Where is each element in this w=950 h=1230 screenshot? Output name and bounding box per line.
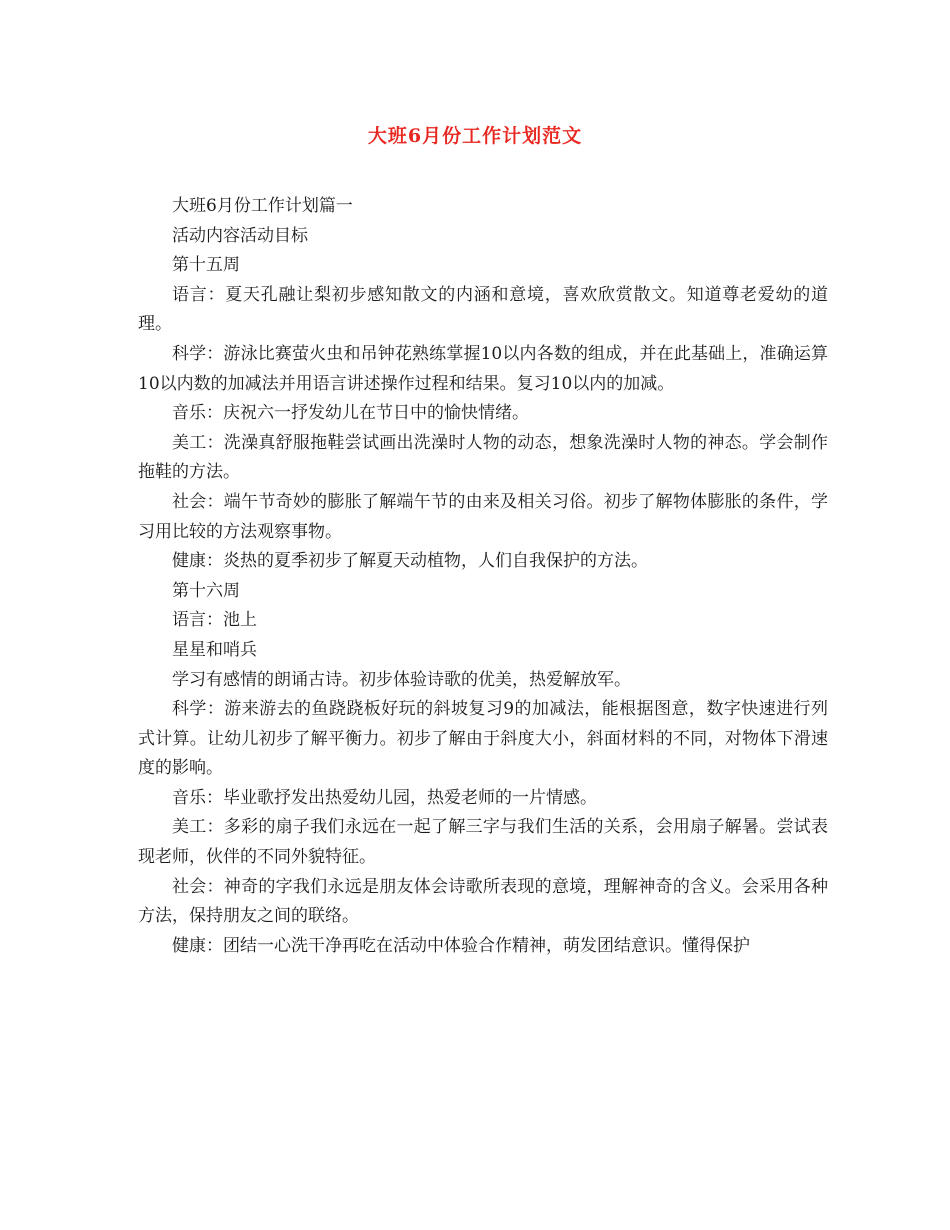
paragraph-society: 社会：端午节奇妙的膨胀了解端午节的由来及相关习俗。初步了解物体膨胀的条件，学习用比较的方法观察事物。	[138, 491, 828, 542]
paragraph-line: 学习有感情的朗诵古诗。初步体验诗歌的优美，热爱解放军。	[172, 669, 631, 690]
week-heading: 第十六周	[172, 580, 240, 601]
paragraph-language: 语言：池上	[172, 610, 257, 631]
paragraph-science: 科学：游泳比赛萤火虫和吊钟花熟练掌握10以内各数的组成，并在此基础上，准确运算10以内数的加减法并用语言讲述操作过程和结果。复习10以内的加减。	[138, 343, 828, 394]
paragraph-line: 星星和哨兵	[172, 639, 257, 660]
week-heading: 第十五周	[172, 255, 240, 276]
paragraph-music: 音乐：庆祝六一抒发幼儿在节日中的愉快情绪。	[172, 403, 529, 424]
paragraph-health: 健康：团结一心洗干净再吃在活动中体验合作精神，萌发团结意识。懂得保护	[172, 935, 750, 956]
paragraph-music: 音乐：毕业歌抒发出热爱幼儿园，热爱老师的一片情感。	[172, 787, 597, 808]
table-header-line: 活动内容活动目标	[172, 225, 308, 246]
paragraph-science: 科学：游来游去的鱼跷跷板好玩的斜坡复习9的加减法，能根据图意，数字快速进行列式计算。让幼儿初步了解平衡力。初步了解由于斜度大小，斜面材料的不同，对物体下滑速度的影响。	[138, 699, 828, 779]
document-body	[138, 192, 828, 961]
paragraph-art: 美工：多彩的扇子我们永远在一起了解三字与我们生活的关系，会用扇子解暑。尝试表现老师，伙伴的不同外貌特征。	[138, 817, 828, 868]
paragraph-health: 健康：炎热的夏季初步了解夏天动植物，人们自我保护的方法。	[172, 551, 648, 572]
paragraph-language: 语言：夏天孔融让梨初步感知散文的内涵和意境，喜欢欣赏散文。知道尊老爱幼的道理。	[138, 284, 828, 335]
paragraph-art: 美工：洗澡真舒服拖鞋尝试画出洗澡时人物的动态，想象洗澡时人物的神态。学会制作拖鞋的方法。	[138, 432, 828, 483]
paragraph-society: 社会：神奇的字我们永远是朋友体会诗歌所表现的意境，理解神奇的含义。会采用各种方法，保持朋友之间的联络。	[138, 876, 828, 927]
document-title: 大班6月份工作计划范文	[367, 125, 583, 147]
section-heading: 大班6月份工作计划篇一	[172, 196, 353, 216]
